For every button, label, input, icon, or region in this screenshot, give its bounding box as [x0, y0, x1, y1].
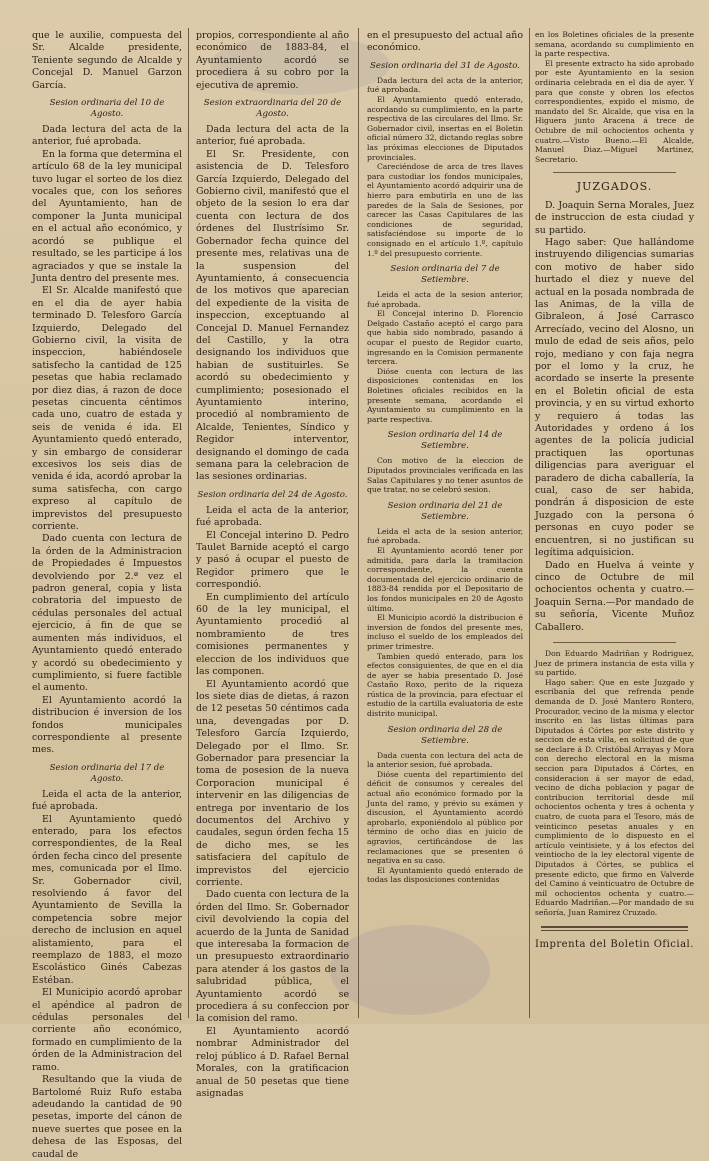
paragraph: Resultando que la viuda de Bartolomé Ruiz Rufo estaba adeudando la cantidad de 90 pesetas, importe del cánon de nueve suertes que posee en la dehesa de las Esposas, del caudal de [32, 1074, 182, 1160]
column-divider [529, 28, 530, 1018]
session-heading: Sesion ordinaria del 31 de Agosto. [369, 60, 521, 71]
column-4 [535, 30, 694, 1018]
session-heading: Sesion extraordinaria del 20 de Agosto. [203, 98, 342, 120]
paragraph: Dado cuenta con lectura de la órden del Ilmo. Sr. Gobernador civil devolviendo la copia del acuerdo de la Junta de Sanidad que interesaba la formacion de un presupuesto extraordinario para atender á los gastos de la salubridad pública, el Ayuntamiento acordó se procediera á su confeccion por la comision del ramo. [196, 889, 349, 1025]
paragraph: en los Boletines oficiales de la presente semana, acordando su cumplimiento en la parte respectiva. [535, 30, 694, 59]
session-heading: Sesion ordinaria del 28 de Setiembre. [387, 724, 503, 746]
paragraph: El Municipio acordó la distribucion é inversion de fondos del presente mes, incluso el sueldo de los empleados del primer trimestre. [367, 613, 523, 651]
paragraph: Leida el acta de la anterior, fué aprobada. [196, 504, 349, 529]
imprint-footer: Imprenta del Boletin Oficial. [535, 938, 694, 950]
separator-rule [553, 642, 676, 643]
paragraph: El Sr. Alcalde manifestó que en el dia de ayer habia terminado D. Telesforo García Izquierdo, Delegado del Gobierno civil, la visita de inspeccion, habiéndosele satisfecho la cantidad de 125 pesetas que habia reclamado por diez dias, á razon de doce pesetas cincuenta céntimos cada uno, cuatro de estada y seis de venida é ida. El Ayuntamiento quedó enterado, y sin embargo de considerar excesivos los seis dias de venida é ida, acordó aprobar la suma satisfecha, con cargo expreso al capítulo de imprevistos del presupuesto corriente. [32, 285, 182, 533]
paragraph: En cumplimiento del artículo 60 de la ley municipal, el Ayuntamiento procedió al nombramiento de tres comisiones permanentes y eleccion de los individuos que las componen. [196, 591, 349, 678]
session-heading: Sesion ordinaria del 21 de Setiembre. [387, 500, 503, 522]
session-heading: Sesion ordinaria del 10 de Agosto. [49, 98, 165, 120]
paragraph: Dada cuenta con lectura del acta de la anterior sesion, fué aprobada. [367, 750, 523, 770]
separator-rule [541, 930, 688, 931]
paragraph: Hago saber: Que en este Juzgado y escribanía del que refrenda pende demanda de D. José Mantero Rontero, Procurador, vecino de la misma y elector inscrito en las listas últimas para Diputados á Córtes por este distrito y seccion de esta villa, en solicitud de que se declare á D. Cristóbal Arrayas y Mora con derecho electoral en la misma seccion para Diputados á Córtes, en consideracion á ser mayor de edad, vecino de dicha poblacion y pagar de contribucion territorial desde mil ochocientos ochenta y tres á ochenta y cuatro, de cuota para el Tesoro, más de veinticinco pesetas anuales y en cumplimiento de lo dispuesto en el artículo veintisiete, y á los efectos del veintiocho de la ley electoral vigente de Diputados á Córtes, se publica el presente edicto, que firmo en Valverde del Camino á veinticuatro de Octubre de mil ochocientos ochenta y cuatro.—Eduardo Madriñan.—Por mandado de su señoría, Juan Ramirez Cruzado. [535, 677, 694, 917]
paragraph: El Concejal interino D. Florencio Delgado Castaño aceptó el cargo para que habia sido nombrado, pasando á ocupar el puesto de Regidor cuarto, ingresando en la Comision permanente tercera. [367, 309, 523, 367]
session-heading: Sesion ordinaria del 17 de Agosto. [49, 762, 165, 784]
paragraph: que le auxilie, compuesta del Sr. Alcalde presidente, Teniente segundo de Alcalde y Concejal D. Manuel Garzon García. [32, 30, 182, 91]
column-4-juzgado-huelva [535, 200, 694, 634]
paragraph: Careciéndose de arca de tres llaves para custodiar los fondos municipales, el Ayuntamiento acordó adquirir una de hierro para embutirla en uno de las paredes de la Sala de Sesiones, por carecer las Casas Capitulares de las condiciones de seguridad, satisfaciéndose su importe de lo consignado en el artículo 1.º, capítulo 1.º del presupuesto corriente. [367, 162, 523, 258]
session-heading: Sesion ordinaria del 24 de Agosto. [197, 489, 348, 500]
paragraph: Leida el acta de la sesion anterior, fué aprobada. [367, 526, 523, 546]
paragraph: El presente extracto ha sido aprobado por este Ayuntamiento en la sesion ordinaria celebrada en el dia de ayer. Y para que conste y obren los efectos correspondientes, expido el mismo, de mandato del Sr. Alcalde, que visa en la Higuera junto Aracena á trece de Octubre de mil ochocientos ochenta y cuatro.—Visto Bueno.—El Alcalde, Manuel Diaz.—Miguel Martinez, Secretario. [535, 58, 694, 164]
section-heading-juzgados: JUZGADOS. [576, 180, 653, 194]
column-divider [358, 28, 359, 1018]
session-heading: Sesion ordinaria del 14 de Setiembre. [387, 430, 503, 452]
paragraph: Dada lectura del acta de la anterior, fué aprobada. [32, 124, 182, 148]
paragraph: propios, correspondiente al año económico de 1883-84, el Ayuntamiento acordó se procediera á su cobro por la ejecutiva de apremio. [196, 30, 349, 91]
paragraph: Leida el acta de la anterior, fué aprobada. [32, 788, 182, 813]
paragraph: Dada lectura del acta de la anterior, fué aprobada. [196, 124, 349, 148]
paragraph: El Ayuntamiento acordó nombrar Administrador del reloj público á D. Rafael Bernal Morales, con la gratificacion anual de 50 pesetas que tiene asignadas [196, 1025, 349, 1099]
paragraph: El Ayuntamiento quedó enterado, acordando su cumplimiento, en la parte respectiva de las circulares del Ilmo. Sr. Gobernador civil, insertas en el Boletin oficial número 32, dictando reglas sobre las próximas elecciones de Diputados provinciales. [367, 95, 523, 162]
paragraph: Dada lectura del acta de la anterior, fué aprobada. [367, 75, 523, 95]
paragraph: El Sr. Presidente, con asistencia de D. Telesforo García Izquierdo, Delegado del Gobierno civil, manifestó que el objeto de la sesion lo era dar cuenta con lectura de dos órdenes del Ilustrísimo Sr. Gobernador fecha quince del presente mes, relativas una de la suspension del Ayuntamiento, á consecuencia de los motivos que aparecian del expediente de la visita de inspeccion, exceptuando al Concejal D. Manuel Fernandez del Castillo, y la otra designando los individuos que habian de sustituirles. Se acordó su obedecimiento y cumplimiento; posesionado el Ayuntamiento interino, procedió al nombramiento de Alcalde, Tenientes, Síndico y Regidor interventor, designando el domingo de cada semana para la celebracion de las sesiones ordinarias. [196, 148, 349, 483]
paragraph: El Ayuntamiento quedó enterado, para los efectos correspondientes, de la Real órden fecha cinco del presente mes, comunicada por el Ilmo. Sr. Gobernador civil, resolviendo á favor del Ayuntamiento de Sevilla la competencia sobre mejor derecho de inclusion en aquel alistamiento, para el reemplazo de 1883, el mozo Escolástico Ginés Cabezas Estéban. [32, 813, 182, 986]
paragraph: En la forma que determina el artículo 68 de la ley municipal tuvo lugar el sorteo de los diez vocales que, con los señores del Ayuntamiento, han de componer la Junta municipal en el actual año económico, y acordó se publique el resultado, se les participe á los agraciados y que se instale la Junta dentro del presente mes. [32, 148, 182, 284]
paragraph: en el presupuesto del actual año económico. [367, 30, 523, 54]
paragraph: Dióse cuenta con lectura de las disposiciones contenidas en los Boletines oficiales recibidos en la presente semana, acordando el Ayuntamiento su cumplimiento en la parte respectiva. [367, 366, 523, 424]
paragraph: D. Joaquin Serna Morales, Juez de instruccion de esta ciudad y su partido. [535, 199, 694, 236]
paragraph: El Ayuntamiento acordó que los siete dias de dietas, á razon de 12 pesetas 50 céntimos cada una, devengadas por D. Telesforo García Izquierdo, Delegado por el Ilmo. Sr. Gobernador para presenciar la toma de posesion de la nueva Corporacion municipal é intervenir en las diligencias de entrega por inventario de los documentos del Archivo y caudales, segun órden fecha 15 de dicho mes, se les satisfaciera del capítulo de imprevistos del ejercicio corriente. [196, 678, 349, 888]
session-heading: Sesion ordinaria del 7 de Setiembre. [390, 264, 500, 286]
paragraph: El Ayuntamiento acordó tener por admitida, para darla la tramitacion correspondiente, la cuenta documentada del ejercicio ordinario de 1883-84 rendida por el Depositario de los fondos municipales en 20 de Agosto último. [367, 545, 523, 613]
paragraph: Don Eduardo Madriñan y Rodriguez, Juez de primera instancia de esta villa y su partido. [535, 648, 694, 678]
paragraph: Con motivo de la eleccion de Diputados provinciales verificada en las Salas Capitulares y no tener asuntos de que tratar, no se celebró sesion. [367, 456, 523, 495]
paragraph: Hago saber: Que hallándome instruyendo diligencias sumarias con motivo de haber sido hurtado el diez y nueve del actual en la posada nombrada de las Animas, de la villa de Gibraleon, á José Carrasco Arrecíado, vecino del Alosno, un mulo de edad de seis años, pelo rojo, mediano y con faja negra por el lomo y la cruz, he acordado se inserte la presente en el Boletin oficial de esta provincia, y en su virtud exhorto y requiero á todas las Autoridades y ordeno á los agentes de la policía judicial practiquen las oportunas diligencias para averiguar el paradero de dicha caballería, la cual, caso de ser habida, pondrán á disposicion de este Juzgado con la persona ó personas en cuyo poder se encuentren, si no justifican su legítima adquisicion. [535, 236, 694, 559]
paragraph: El Municipio acordó aprobar el apéndice al padron de cédulas personales del corriente año económico, formado en cumplimiento de la órden de la Administracion del ramo. [32, 987, 182, 1073]
column-4-juzgado-valverde [535, 649, 694, 918]
paragraph: El Ayuntamiento quedó enterado de todas las disposiciones contenidas [367, 865, 523, 885]
separator-rule [541, 926, 688, 928]
paragraph: Leida el acta de la sesion anterior, fué aprobada. [367, 290, 523, 309]
column-4-top [535, 30, 694, 164]
column-3 [367, 30, 523, 1018]
paragraph: Dado en Huelva á veinte y cinco de Octubre de mil ochocientos ochenta y cuatro.—Joaquin Serna.—Por mandado de su señoría, Vicente Muñoz Caballero. [535, 559, 694, 633]
paragraph: Dióse cuenta del repartimiento del déficit de consumos y cereales del actual año económico formado por la Junta del ramo, y prévio su exámen y discusion, el Ayuntamiento acordó aprobarlo, exponiéndolo al público por término de ocho dias en juicio de agravios, certificándose de las reclamaciones que se presenten ó negativa en su caso. [367, 769, 523, 866]
paragraph: El Concejal interino D. Pedro Taulet Barnide aceptó el cargo y pasó á ocupar el puesto de Regidor primero que le correspondió. [196, 529, 349, 591]
paragraph: El Ayuntamiento acordó la distribucion é inversion de los fondos municipales correspondiente al presente mes. [32, 694, 182, 756]
column-1 [32, 30, 182, 1160]
paragraph: Tambien quedó enterado, para los efectos consiguientes, de que en el dia de ayer se habia presentado D. José Castaño Roxo, perito de la riqueza rústica de la provincia, para efectuar el estudio de la cartilla evaluatoria de este distrito municipal. [367, 651, 523, 719]
separator-rule [553, 172, 676, 173]
column-2 [196, 30, 349, 1099]
paragraph: Dado cuenta con lectura de la órden de la Administracion de Propiedades é Impuestos devolviendo por 2.ª vez el padron general, copia y lista cobratoria del impuesto de cédulas personales del actual ejercicio, á fin de que se aumenten más individuos, el Ayuntamiento quedó enterado y acordó su obedecimiento y cumplimiento, si fuere factible el aumento. [32, 533, 182, 694]
column-divider [188, 28, 189, 1018]
